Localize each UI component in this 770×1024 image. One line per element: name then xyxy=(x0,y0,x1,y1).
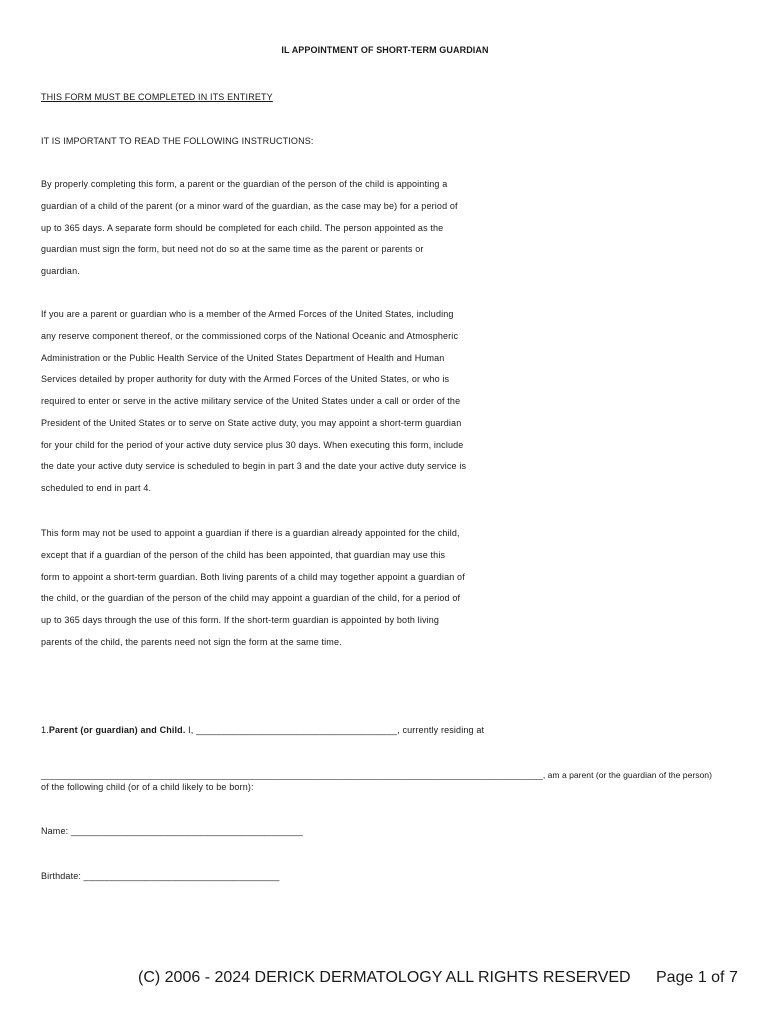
child-name-field[interactable]: Name: _____________________________________________ xyxy=(41,826,303,836)
paragraph-line: Services detailed by proper authority for duty with the Armed Forces of the United States, or who is xyxy=(41,374,450,385)
paragraph-line: guardian of a child of the parent (or a minor ward of the guardian, as the case may be) for a period of xyxy=(41,200,458,211)
paragraph-line: scheduled to end in part 4. xyxy=(41,483,152,493)
paragraph-line: guardian must sign the form, but need not do so at the same time as the parent or parents or xyxy=(41,244,424,255)
paragraph-line: President of the United States or to serve on State active duty, you may appoint a short-term guardian xyxy=(41,417,462,428)
paragraph-line: Administration or the Public Health Service of the United States Department of Health and Human xyxy=(41,352,445,363)
paragraph-line: required to enter or serve in the active military service of the United States under a call or order of the xyxy=(41,396,461,406)
paragraph-line: the child, or the guardian of the person of the child may appoint a guardian of the child, for a period of xyxy=(41,593,461,604)
completion-notice: THIS FORM MUST BE COMPLETED IN ITS ENTIRETY xyxy=(41,92,273,102)
paragraph-line: up to 365 days. A separate form should be completed for each child. The person appointed as the xyxy=(41,222,444,233)
paragraph-line: parents of the child, the parents need not sign the form at the same time. xyxy=(41,636,342,647)
paragraph-line: the date your active duty service is scheduled to begin in part 3 and the date your active duty service is xyxy=(41,461,467,472)
paragraph-line: guardian. xyxy=(41,266,80,276)
child-birthdate-field[interactable]: Birthdate: ______________________________________ xyxy=(41,871,280,881)
instructions-heading: IT IS IMPORTANT TO READ THE FOLLOWING INSTRUCTIONS: xyxy=(41,136,314,146)
section1-number: 1. xyxy=(41,725,49,735)
child-intro-text: of the following child (or of a child likely to be born): xyxy=(41,782,254,792)
page-number: Page 1 of 7 xyxy=(656,969,738,986)
paragraph-line: form to appoint a short-term guardian. Both living parents of a child may together appoint a guardian of xyxy=(41,571,465,582)
paragraph-line: This form may not be used to appoint a guardian if there is a guardian already appointed for the child, xyxy=(41,528,460,538)
instructions-paragraph-purpose xyxy=(41,174,521,283)
section1-heading: Parent (or guardian) and Child. xyxy=(48,725,186,735)
paragraph-line: If you are a parent or guardian who is a member of the Armed Forces of the United States, including xyxy=(41,309,454,319)
paragraph-line: for your child for the period of your active duty service plus 30 days. When executing this form, include xyxy=(41,439,464,450)
instructions-paragraph-restrictions xyxy=(41,523,521,654)
residence-address-field[interactable]: _________________________________________________________________________________________________________, am a parent (or the guardian of the person) xyxy=(41,770,712,780)
document-title: IL APPOINTMENT OF SHORT-TERM GUARDIAN xyxy=(281,45,489,55)
parent-name-field[interactable]: I, _______________________________________, currently residing at xyxy=(185,725,485,735)
copyright-footer: (C) 2006 - 2024 DERICK DERMATOLOGY ALL RIGHTS RESERVED xyxy=(138,969,631,986)
paragraph-line: any reserve component thereof, or the commissioned corps of the National Oceanic and Atmospheric xyxy=(41,330,459,341)
paragraph-line: up to 365 days through the use of this form. If the short-term guardian is appointed by both living xyxy=(41,615,440,625)
paragraph-line: By properly completing this form, a parent or the guardian of the person of the child is appointing a xyxy=(41,179,448,189)
paragraph-line: except that if a guardian of the person of the child has been appointed, that guardian may use this xyxy=(41,549,446,560)
section1-parent-line xyxy=(41,725,484,735)
instructions-paragraph-military xyxy=(41,304,521,500)
